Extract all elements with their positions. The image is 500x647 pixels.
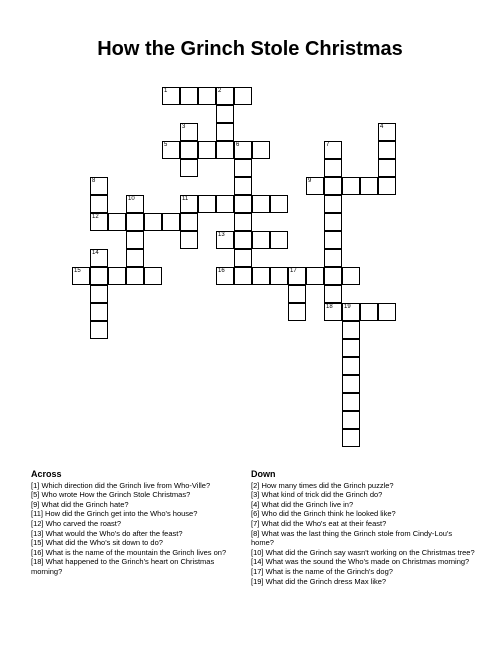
clue-number: 16: [218, 268, 225, 274]
grid-cell[interactable]: [216, 267, 234, 285]
grid-cell[interactable]: [234, 141, 252, 159]
across-clue: [31, 529, 241, 539]
grid-cell[interactable]: [198, 87, 216, 105]
grid-cell[interactable]: [270, 267, 288, 285]
clue-label: [6]: [251, 509, 260, 519]
grid-cell[interactable]: [342, 267, 360, 285]
grid-cell[interactable]: [180, 213, 198, 231]
grid-cell[interactable]: [306, 177, 324, 195]
grid-cell[interactable]: [342, 321, 360, 339]
clue-label: [7]: [251, 518, 260, 528]
down-clue: [251, 548, 476, 558]
grid-cell[interactable]: [234, 177, 252, 195]
clue-text: What kind of trick did the Grinch do?: [261, 490, 383, 500]
clue-label: [16]: [31, 547, 44, 557]
grid-cell[interactable]: [342, 393, 360, 411]
clue-text: Which direction did the Grinch live from Who-Ville?: [41, 480, 211, 490]
clue-number: 8: [92, 178, 96, 184]
grid-cell[interactable]: [90, 249, 108, 267]
clue-number: 5: [164, 142, 168, 148]
clue-label: [13]: [31, 528, 44, 538]
across-clue: [31, 519, 241, 529]
grid-cell[interactable]: [324, 177, 342, 195]
grid-cell[interactable]: [324, 249, 342, 267]
grid-cell[interactable]: [270, 231, 288, 249]
grid-cell[interactable]: [252, 231, 270, 249]
grid-cell[interactable]: [378, 123, 396, 141]
down-clue: [251, 557, 476, 567]
clue-number: 7: [326, 142, 330, 148]
grid-cell[interactable]: [216, 87, 234, 105]
grid-cell[interactable]: [234, 249, 252, 267]
grid-cell[interactable]: [90, 177, 108, 195]
grid-cell[interactable]: [216, 105, 234, 123]
clue-text: What did the Who's sit down to do?: [45, 538, 163, 548]
clue-text: What was the sound the Who's made on Christmas morning?: [265, 557, 470, 567]
grid-cell[interactable]: [288, 303, 306, 321]
down-heading: Down: [251, 469, 276, 479]
grid-cell[interactable]: [234, 267, 252, 285]
down-clue: [251, 509, 476, 519]
clue-text: What would the Who's do after the feast?: [45, 528, 183, 538]
grid-cell[interactable]: [234, 159, 252, 177]
clue-label: [4]: [251, 499, 260, 509]
grid-cell[interactable]: [126, 267, 144, 285]
clue-text: What was the last thing the Grinch stole from Cindy-Lou's home?: [251, 528, 453, 548]
clue-text: Who did the Grinch think he looked like?: [261, 509, 396, 519]
clue-number: 2: [218, 88, 222, 94]
grid-cell[interactable]: [180, 141, 198, 159]
down-clue: [251, 529, 476, 548]
across-clue: [31, 548, 241, 558]
clue-number: 4: [380, 124, 384, 130]
clue-label: [10]: [251, 547, 264, 557]
grid-cell[interactable]: [324, 195, 342, 213]
grid-cell[interactable]: [360, 177, 378, 195]
clue-text: What did the Grinch dress Max like?: [265, 576, 387, 586]
across-clue: [31, 500, 241, 510]
down-clue: [251, 481, 476, 491]
grid-cell[interactable]: [180, 87, 198, 105]
clue-number: 1: [164, 88, 168, 94]
grid-cell[interactable]: [108, 213, 126, 231]
grid-cell[interactable]: [306, 267, 324, 285]
down-clue-list: [251, 481, 476, 587]
grid-cell[interactable]: [216, 195, 234, 213]
clue-text: What did the Who's eat at their feast?: [261, 518, 387, 528]
grid-cell[interactable]: [162, 141, 180, 159]
clue-text: What is the name of the mountain the Grinch lives on?: [45, 547, 227, 557]
grid-cell[interactable]: [342, 177, 360, 195]
clue-label: [9]: [31, 499, 40, 509]
clue-label: [12]: [31, 518, 44, 528]
grid-cell[interactable]: [342, 357, 360, 375]
clue-number: 14: [92, 250, 99, 256]
clue-label: [19]: [251, 576, 264, 586]
grid-cell[interactable]: [126, 195, 144, 213]
grid-cell[interactable]: [378, 177, 396, 195]
grid-cell[interactable]: [252, 267, 270, 285]
down-clue: [251, 490, 476, 500]
grid-cell[interactable]: [324, 141, 342, 159]
clue-number: 3: [182, 124, 186, 130]
across-clue: [31, 538, 241, 548]
clue-label: [18]: [31, 557, 44, 567]
clue-text: How many times did the Grinch puzzle?: [261, 480, 394, 490]
clue-number: 19: [344, 304, 351, 310]
down-clue: [251, 567, 476, 577]
grid-cell[interactable]: [90, 321, 108, 339]
across-clue: [31, 509, 241, 519]
clue-label: [5]: [31, 490, 40, 500]
grid-cell[interactable]: [234, 231, 252, 249]
grid-cell[interactable]: [234, 213, 252, 231]
clue-text: Who wrote How the Grinch Stole Christmas?: [41, 490, 191, 500]
grid-cell[interactable]: [324, 303, 342, 321]
down-clue: [251, 519, 476, 529]
grid-cell[interactable]: [216, 141, 234, 159]
across-clue: [31, 557, 241, 576]
grid-cell[interactable]: [216, 123, 234, 141]
grid-cell[interactable]: [288, 267, 306, 285]
grid-cell[interactable]: [180, 159, 198, 177]
clue-number: 15: [74, 268, 81, 274]
clue-text: How did the Grinch get into the Who's house?: [45, 509, 198, 519]
grid-cell[interactable]: [90, 195, 108, 213]
grid-cell[interactable]: [90, 285, 108, 303]
grid-cell[interactable]: [180, 195, 198, 213]
grid-cell[interactable]: [252, 195, 270, 213]
clue-number: 17: [290, 268, 297, 274]
grid-cell[interactable]: [162, 213, 180, 231]
grid-cell[interactable]: [144, 213, 162, 231]
grid-cell[interactable]: [342, 303, 360, 321]
grid-cell[interactable]: [342, 375, 360, 393]
page-title: How the Grinch Stole Christmas: [97, 38, 403, 60]
grid-cell[interactable]: [288, 285, 306, 303]
clue-label: [15]: [31, 538, 44, 548]
clue-text: What is the name of the Grinch's dog?: [265, 566, 393, 576]
clue-number: 18: [326, 304, 333, 310]
clue-number: 10: [128, 196, 135, 202]
grid-cell[interactable]: [324, 159, 342, 177]
grid-cell[interactable]: [324, 213, 342, 231]
grid-cell[interactable]: [180, 123, 198, 141]
clue-text: What did the Grinch hate?: [41, 499, 129, 509]
grid-cell[interactable]: [360, 303, 378, 321]
grid-cell[interactable]: [126, 213, 144, 231]
grid-cell[interactable]: [144, 267, 162, 285]
grid-cell[interactable]: [108, 267, 126, 285]
grid-cell[interactable]: [234, 87, 252, 105]
clue-label: [11]: [31, 509, 43, 519]
across-clue: [31, 490, 241, 500]
grid-cell[interactable]: [342, 339, 360, 357]
grid-cell[interactable]: [198, 141, 216, 159]
grid-cell[interactable]: [378, 159, 396, 177]
grid-cell[interactable]: [72, 267, 90, 285]
clue-number: 11: [182, 196, 189, 202]
grid-cell[interactable]: [126, 231, 144, 249]
clue-text: Who carved the roast?: [45, 518, 122, 528]
clue-label: [2]: [251, 480, 260, 490]
clue-label: [14]: [251, 557, 264, 567]
clue-number: 9: [308, 178, 312, 184]
grid-cell[interactable]: [198, 195, 216, 213]
across-clue-list: [31, 481, 241, 577]
clue-number: 12: [92, 214, 99, 220]
clue-text: What did the Grinch say wasn't working on the Christmas tree?: [265, 547, 475, 557]
down-clue: [251, 577, 476, 587]
down-clue: [251, 500, 476, 510]
across-clue: [31, 481, 241, 491]
grid-cell[interactable]: [90, 213, 108, 231]
grid-cell[interactable]: [324, 231, 342, 249]
grid-cell[interactable]: [324, 285, 342, 303]
grid-cell[interactable]: [342, 411, 360, 429]
grid-cell[interactable]: [252, 141, 270, 159]
grid-cell[interactable]: [342, 429, 360, 447]
down-clues: [251, 470, 476, 586]
grid-cell[interactable]: [324, 267, 342, 285]
grid-cell[interactable]: [180, 231, 198, 249]
grid-cell[interactable]: [378, 141, 396, 159]
grid-cell[interactable]: [90, 267, 108, 285]
clue-text: What did the Grinch live in?: [261, 499, 354, 509]
grid-cell[interactable]: [378, 303, 396, 321]
grid-cell[interactable]: [216, 231, 234, 249]
clue-label: [1]: [31, 480, 40, 490]
clue-number: 13: [218, 232, 225, 238]
clue-text: What happened to the Grinch's heart on Christmas morning?: [31, 557, 215, 576]
across-clues: [31, 470, 241, 577]
grid-cell[interactable]: [162, 87, 180, 105]
grid-cell[interactable]: [126, 249, 144, 267]
clue-number: 6: [236, 142, 240, 148]
clue-label: [17]: [251, 566, 264, 576]
grid-cell[interactable]: [270, 195, 288, 213]
across-heading: Across: [31, 469, 62, 479]
grid-cell[interactable]: [234, 195, 252, 213]
grid-cell[interactable]: [90, 303, 108, 321]
clue-label: [8]: [251, 528, 260, 538]
clue-label: [3]: [251, 490, 260, 500]
